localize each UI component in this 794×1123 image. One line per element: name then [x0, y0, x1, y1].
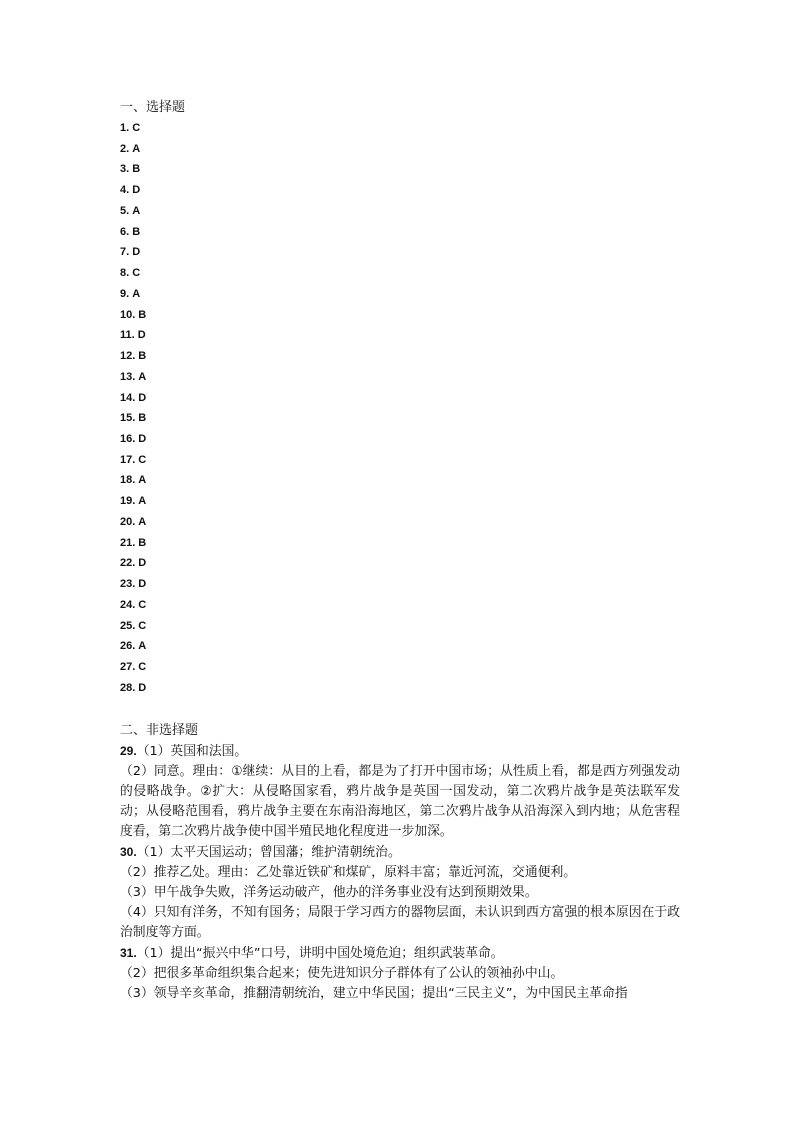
mc-answer-item [120, 616, 680, 637]
mc-answer-item [120, 657, 680, 678]
mc-answer-letter: D [138, 578, 147, 591]
mc-answer-item [120, 284, 680, 305]
mc-answer-number: 22. [120, 557, 136, 570]
mc-answer-letter: B [138, 536, 147, 549]
mc-answer-letter: B [132, 163, 141, 176]
multiple-choice-answer-list [120, 118, 680, 699]
mc-answer-number: 26. [120, 640, 136, 653]
mc-answer-number: 27. [120, 661, 136, 674]
question-31 [120, 943, 680, 1004]
mc-answer-item [120, 429, 680, 450]
mc-answer-item [120, 222, 680, 243]
mc-answer-letter: C [138, 661, 147, 674]
mc-answer-letter: A [132, 142, 141, 155]
q31-part2: （2）把很多革命组织集合起来；使先进知识分子群体有了公认的领袖孙中山。 [120, 965, 564, 981]
mc-answer-number: 4. [120, 184, 130, 197]
question-number: 29. [120, 743, 137, 758]
mc-answer-number: 23. [120, 578, 136, 591]
mc-answer-number: 18. [120, 474, 136, 487]
mc-answer-number: 6. [120, 225, 130, 238]
q31-part1: 31.（1）提出“振兴中华”口号，讲明中国处境危迫；组织武装革命。 [120, 945, 504, 961]
question-29 [120, 741, 680, 842]
mc-answer-letter: C [138, 598, 147, 611]
mc-answer-letter: B [138, 412, 147, 425]
mc-answer-number: 5. [120, 204, 130, 217]
q30-part2: （2）推荐乙处。理由：乙处靠近铁矿和煤矿，原料丰富；靠近河流，交通便利。 [120, 864, 577, 880]
mc-answer-letter: D [138, 681, 147, 694]
mc-answer-number: 3. [120, 163, 130, 176]
mc-answer-number: 12. [120, 350, 136, 363]
mc-answer-item [120, 470, 680, 491]
mc-answer-letter: C [138, 619, 147, 632]
mc-answer-letter: A [132, 204, 141, 217]
mc-answer-item [120, 678, 680, 699]
mc-answer-letter: A [132, 287, 141, 300]
q31-part3: （3）领导辛亥革命，推翻清朝统治，建立中华民国；提出“三民主义”，为中国民主革命指 [120, 985, 628, 1001]
section-title-non-multiple-choice: 二、非选择题 [120, 722, 199, 738]
mc-answer-item [120, 574, 680, 595]
q30-part1: 30.（1）太平天国运动；曾国藩；维护清朝统治。 [120, 844, 401, 860]
mc-answer-item [120, 346, 680, 367]
mc-answer-letter: B [132, 225, 141, 238]
q29-part2: （2）同意。理由：①继续：从目的上看，都是为了打开中国市场；从性质上看，都是西方列强发动的侵略战争。②扩大：从侵略国家看，鸦片战争是英国一国发动，第二次鸦片战争是英法联军发动；从侵略范围看，鸦片战争主要在东南沿海地区，第二次鸦片战争从沿海深入到内地；从危害程度看，第二次鸦片战争使中国半殖民地化程度进一步加深。 [120, 763, 680, 839]
mc-answer-number: 19. [120, 495, 136, 508]
mc-answer-item [120, 450, 680, 471]
mc-answer-letter: C [138, 453, 147, 466]
mc-answer-letter: A [138, 515, 147, 528]
mc-answer-item [120, 159, 680, 180]
mc-answer-letter: B [138, 308, 147, 321]
mc-answer-number: 25. [120, 619, 136, 632]
mc-answer-letter: D [138, 433, 147, 446]
question-30 [120, 842, 680, 943]
mc-answer-item [120, 118, 680, 139]
mc-answer-item [120, 491, 680, 512]
mc-answer-letter: D [132, 184, 141, 197]
mc-answer-letter: D [138, 557, 147, 570]
mc-answer-item [120, 305, 680, 326]
mc-answer-item [120, 263, 680, 284]
q30-part4: （4）只知有洋务，不知有国务；局限于学习西方的器物层面，未认识到西方富强的根本原因在于政治制度等方面。 [120, 904, 680, 940]
mc-answer-number: 7. [120, 246, 130, 259]
mc-answer-letter: A [138, 495, 147, 508]
mc-answer-number: 28. [120, 681, 136, 694]
question-number: 31. [120, 945, 137, 960]
answer-sheet [120, 98, 680, 1004]
mc-answer-item [120, 325, 680, 346]
mc-answer-item [120, 636, 680, 657]
mc-answer-letter: A [138, 474, 147, 487]
mc-answer-item [120, 533, 680, 554]
mc-answer-number: 2. [120, 142, 130, 155]
mc-answer-item [120, 139, 680, 160]
mc-answer-number: 21. [120, 536, 136, 549]
mc-answer-number: 20. [120, 515, 136, 528]
mc-answer-letter: D [138, 391, 147, 404]
mc-answer-number: 17. [120, 453, 136, 466]
q30-part3: （3）甲午战争失败，洋务运动破产，他办的洋务事业没有达到预期效果。 [120, 884, 538, 900]
mc-answer-number: 15. [120, 412, 136, 425]
mc-answer-item [120, 553, 680, 574]
question-number: 30. [120, 844, 137, 859]
mc-answer-letter: C [132, 122, 141, 134]
mc-answer-number: 16. [120, 433, 136, 446]
mc-answer-letter: A [138, 640, 147, 653]
mc-answer-item [120, 367, 680, 388]
mc-answer-item [120, 595, 680, 616]
mc-answer-number: 24. [120, 598, 136, 611]
mc-answer-number: 9. [120, 287, 130, 300]
q29-part1: 29.（1）英国和法国。 [120, 743, 248, 759]
mc-answer-item [120, 512, 680, 533]
section-title-multiple-choice: 一、选择题 [120, 100, 186, 115]
mc-answer-number: 8. [120, 267, 130, 280]
mc-answer-number: 10. [120, 308, 136, 321]
mc-answer-item [120, 408, 680, 429]
section-spacer [120, 699, 680, 721]
mc-answer-letter: B [138, 350, 147, 363]
mc-answer-number: 13. [120, 370, 136, 383]
mc-answer-letter: C [132, 267, 141, 280]
mc-answer-item [120, 242, 680, 263]
mc-answer-item [120, 180, 680, 201]
mc-answer-number: 11. [120, 329, 135, 342]
mc-answer-item [120, 201, 680, 222]
mc-answer-item [120, 388, 680, 409]
mc-answer-letter: D [137, 329, 146, 342]
mc-answer-letter: A [138, 370, 147, 383]
mc-answer-number: 14. [120, 391, 136, 404]
mc-answer-number: 1. [120, 122, 130, 134]
mc-answer-letter: D [132, 246, 141, 259]
